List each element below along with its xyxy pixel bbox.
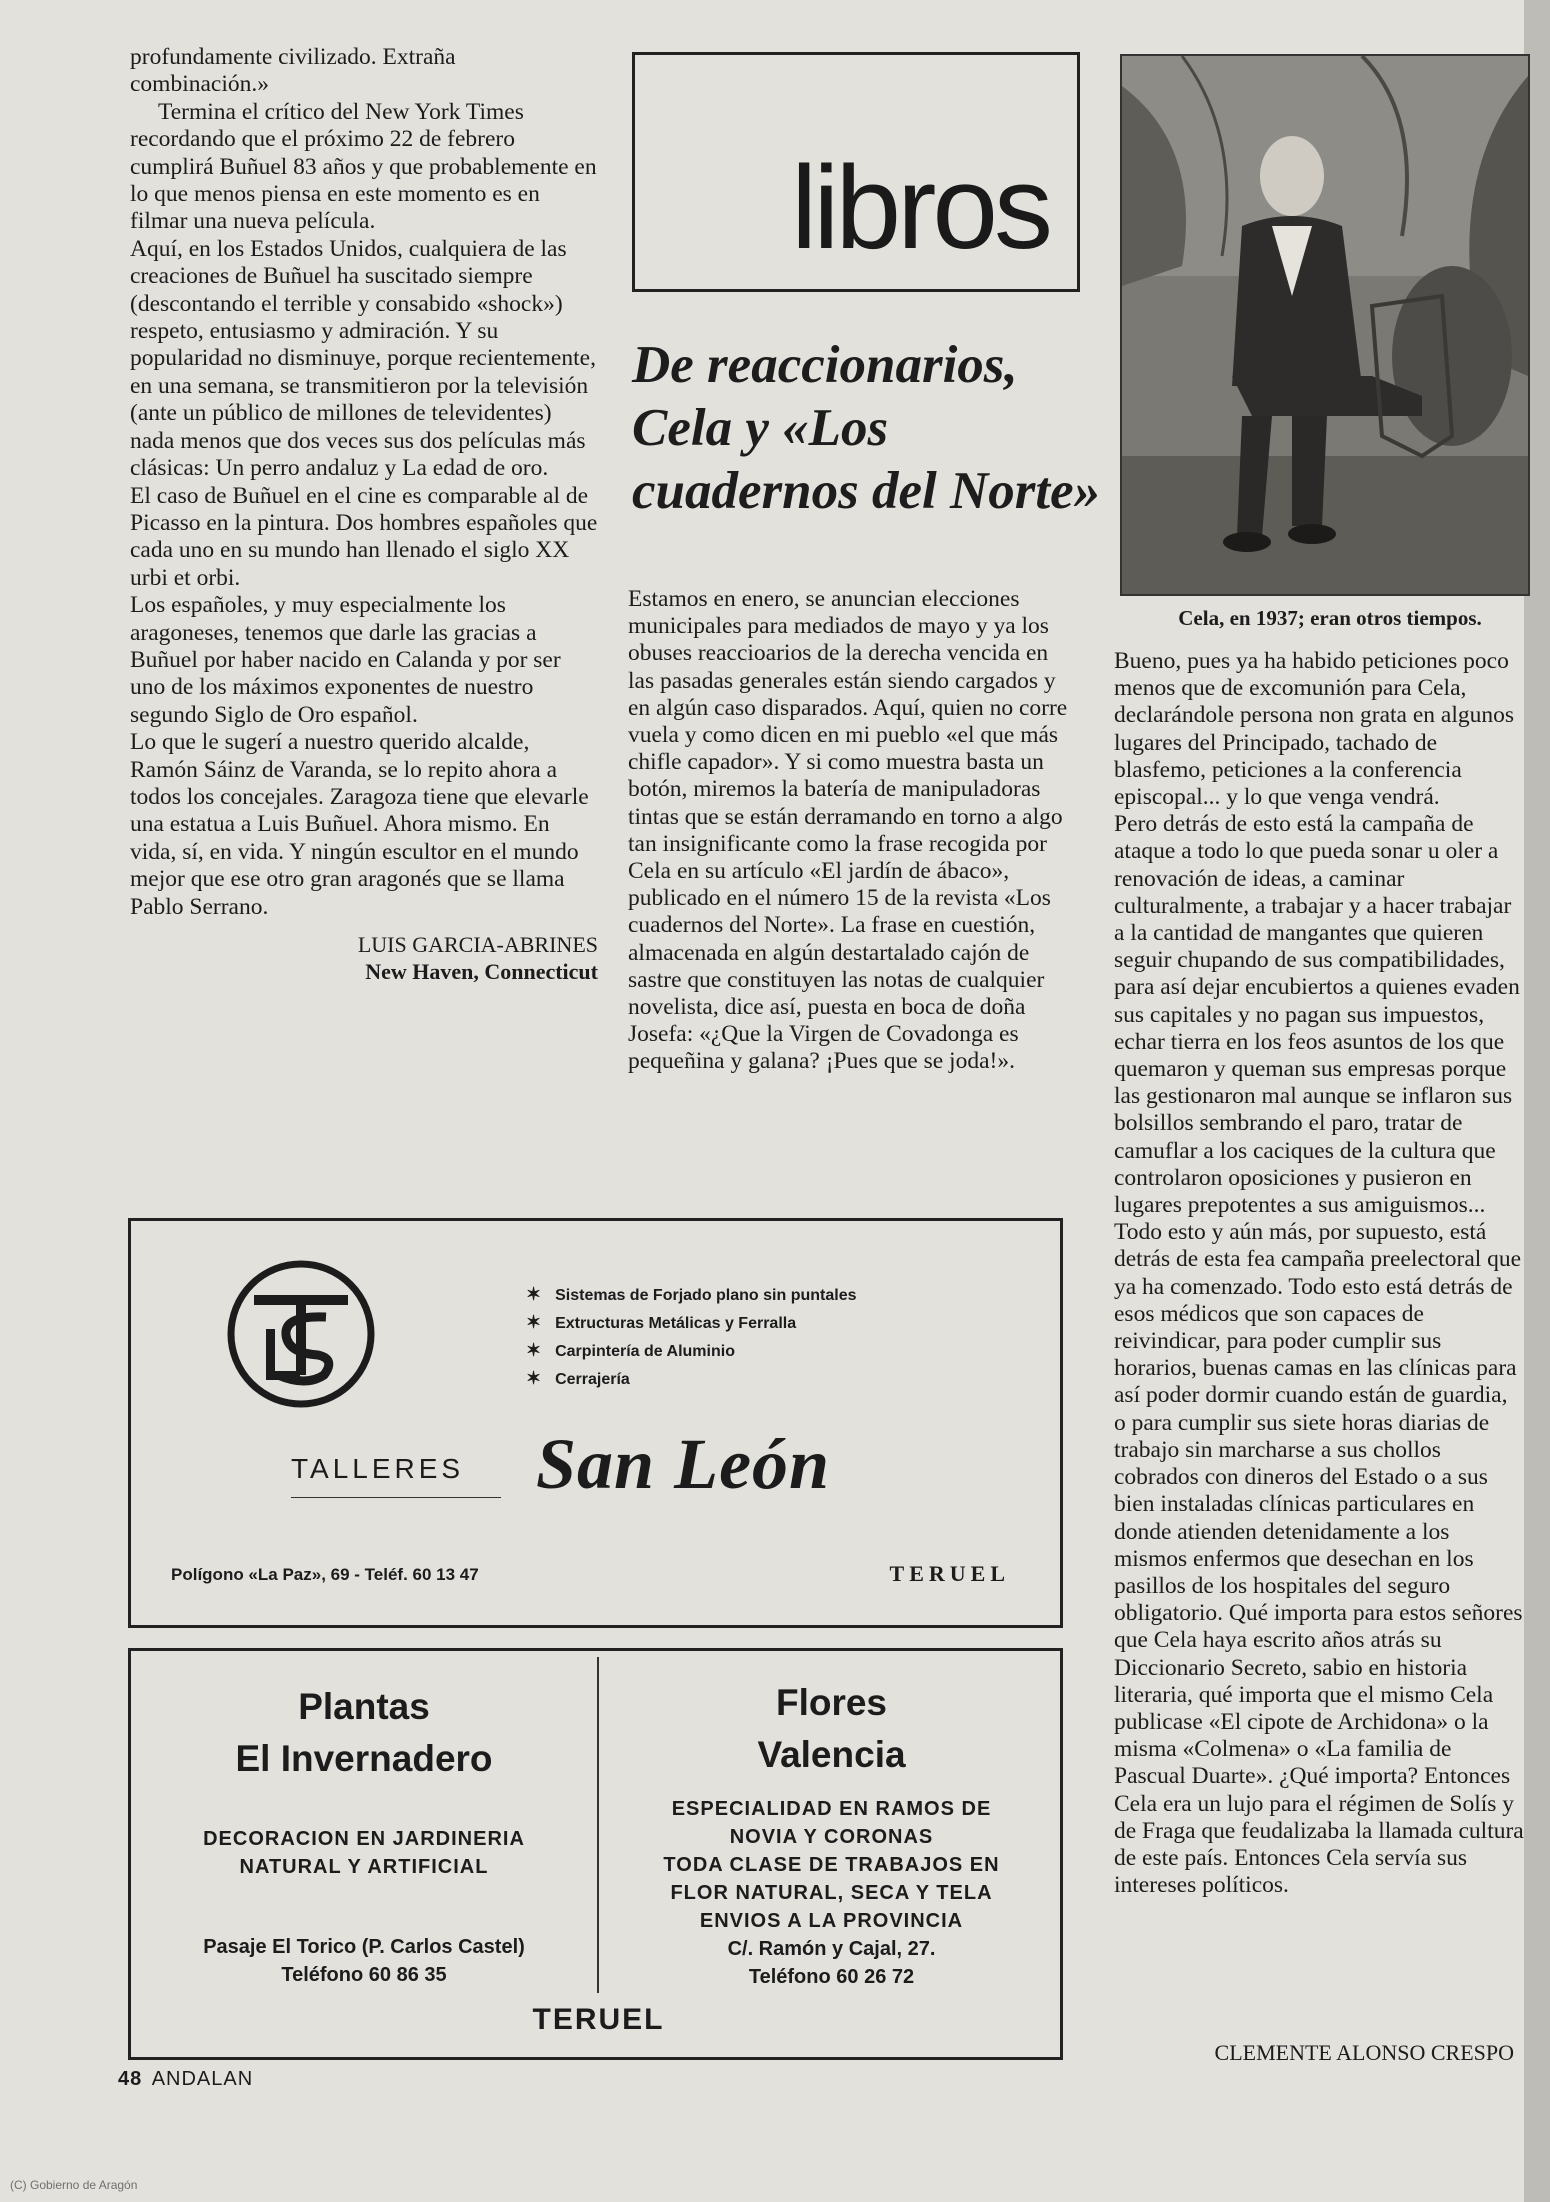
left-column-article (130, 44, 598, 985)
section-label-box (632, 52, 1080, 292)
talleres-word: TALLERES (291, 1453, 465, 1484)
paragraph: Bueno, pues ya ha habido peticiones poco menos que de excomunión para Cela, declarándole persona non grata en algunos lugares del Principado, tachado de blasfemo, peticiones a la conferencia episcopal... y lo que venga vendrá. (1114, 648, 1514, 811)
subtitle-line: ESPECIALIDAD EN RAMOS DE (671, 1798, 992, 1820)
paragraph: Estamos en enero, se anuncian elecciones municipales para mediados de mayo y ya los obuses reaccioarios de la derecha vencida en las pasadas generales están siendo cargados y en algún caso disparados. Aquí, quien no corre vuela y como dicen en mi pueblo «el que más chifle capador». Y si como muestra basta un botón, miremos la batería de manipuladoras tintas que se están derramando en torno a algo tan insignificante como la frase recogida por Cela en su artículo «El jardín de ábaco», publicado en el número 15 de la revista «Los cuadernos del Norte». La frase en cuestión, almacenada en algún destartalado cajón de sastre que constituyen las notas de cualquier novelista, dice así, puesta en boca de doña Josefa: «¿Que la Virgen de Covadonga es pequeñina y galana? ¡Pues que se joda!». (628, 586, 1068, 1075)
plantas-title (131, 1681, 597, 1785)
copyright-notice: (C) Gobierno de Aragón (10, 2178, 138, 2192)
middle-column-article (628, 586, 1068, 1076)
magazine-name: ANDALAN (151, 2068, 254, 2090)
paragraph: Termina el crítico del New York Times recordando que el próximo 22 de febrero cumplirá Buñuel 83 años y que probablemente en lo que menos piensa en este momento es en filmar una nueva película. (130, 98, 597, 235)
flores-title (597, 1677, 1066, 1781)
paragraph: Pero detrás de esto está la campaña de ataque a todo lo que pueda sonar u oler a renovación de ideas, a caminar culturalmente, a trabajar y a hacer trabajar a la cantidad de mangantes que quieren seguir chupando de sus compatibilidades, para así dejar encubiertos a quienes evaden sus capitales y no pagan sus impuestos, echar tierra en los feos asuntos de los que quemaron y queman sus empresas porque las gestionaron mal aunque se inflaron sus bolsillos sembrando el paro, tratar de camuflar a los caciques de la cultura que controlaron oposiciones y pusieron en lugares prepotentes a sus amiguismos... Todo esto y aún más, por supuesto, está detrás de esta fea campaña preelectoral que ya ha comenzado. Todo esto está detrás de esos médicos que son capaces de reivindicar, para poder cumplir sus horarios, buenas camas en las clínicas para así poder dormir cuando están de guardia, o para cumplir sus siete horas diarias de trabajo sin marcharse a sus chollos cobrados con dineros del Estado o a sus bien instaladas clínicas particulares en donde atienden detenidamente a los mismos enfermos que desechan en los pasillos de los hospitales del seguro obligatorio. Qué importa para estos señores que Cela haya escrito años atrás su Diccionario Secreto, sabio en historia literaria, qué importa que el mismo Cela publicase «El cipote de Archidona» o la misma «Colmena» o «La familia de Pascual Duarte». ¿Qué importa? Entonces Cela era un lujo para el régimen de Solís y de Fraga que feudalizaba la llamada cultura de este país. Entonces Cela servía sus intereses políticos. (1114, 811, 1524, 1899)
page-number: 48 (118, 2068, 143, 2090)
contact-phone: Teléfono 60 86 35 (281, 1964, 447, 1986)
subtitle-line: FLOR NATURAL, SECA Y TELA (670, 1882, 993, 1904)
contact-address: Pasaje El Torico (P. Carlos Castel) (203, 1936, 525, 1958)
ad-address: Polígono «La Paz», 69 - Teléf. 60 13 47 (171, 1565, 479, 1584)
article-signature (130, 931, 598, 985)
service-item: ✶ Cerrajería (526, 1365, 857, 1393)
author-name: LUIS GARCIA-ABRINES (357, 932, 598, 957)
business-name: San León (536, 1424, 831, 1504)
cela-photo (1120, 54, 1530, 596)
service-item: ✶ Carpintería de Aluminio (526, 1337, 857, 1365)
subtitle-line: DECORACION EN JARDINERIA (203, 1828, 525, 1850)
title-line: Flores (775, 1682, 888, 1723)
talleres-advertisement (128, 1218, 1063, 1628)
subtitle-line: TODA CLASE DE TRABAJOS EN (663, 1854, 1000, 1876)
subtitle-line: NATURAL Y ARTIFICIAL (239, 1856, 489, 1878)
service-item: ✶ Extructuras Metálicas y Ferralla (526, 1309, 857, 1337)
plantas-contact (131, 1933, 597, 1989)
title-line: Plantas (298, 1686, 430, 1727)
paragraph: profundamente civilizado. Extraña combinación.» (130, 44, 456, 98)
ads-city: TERUEL (532, 2003, 665, 2036)
contact-phone: Teléfono 60 26 72 (748, 1966, 915, 1988)
divider (291, 1497, 501, 1498)
ad-city: TERUEL (889, 1561, 1010, 1586)
subtitle-line: ENVIOS A LA PROVINCIA (699, 1910, 964, 1932)
subtitle-line: NOVIA Y CORONAS (729, 1826, 934, 1848)
paragraph: Los españoles, y muy especialmente los aragoneses, tenemos que darle las gracias a Buñuel por haber nacido en Calanda y por ser uno de los máximos exponentes de nuestro segundo Siglo de Oro español. (130, 592, 561, 728)
section-label: libros (791, 142, 1049, 274)
paragraph: El caso de Buñuel en el cine es comparable al de Picasso en la pintura. Dos hombres españoles que cada uno en su mundo han llenado el siglo XX urbi et orbi. (130, 482, 598, 591)
article-headline: De reaccionarios, Cela y «Los cuadernos del Norte» (632, 336, 1101, 520)
right-column-article (1114, 648, 1524, 1899)
author-location: New Haven, Connecticut (365, 959, 598, 984)
service-item: ✶ Sistemas de Forjado plano sin puntales (526, 1281, 857, 1309)
photo-illustration (1122, 56, 1528, 594)
article-signature-right: CLEMENTE ALONSO CRESPO (1214, 2040, 1514, 2065)
contact-address: C/. Ramón y Cajal, 27. (727, 1938, 936, 1960)
photo-caption: Cela, en 1937; eran otros tiempos. (1178, 606, 1482, 630)
flores-subtitle (597, 1795, 1066, 1935)
plants-flowers-advertisement (128, 1648, 1063, 2060)
plantas-subtitle (131, 1825, 597, 1881)
page-footer (118, 2068, 253, 2091)
title-line: El Invernadero (235, 1738, 493, 1779)
services-list (526, 1281, 857, 1393)
paragraph: Aquí, en los Estados Unidos, cualquiera de las creaciones de Buñuel ha suscitado siempre (descontando el terrible y consabido «shock») respeto, entusiasmo y admiración. Y su popularidad no disminuye, porque recientemente, en una semana, se transmitieron por la televisión (ante un público de millones de televidentes) nada menos que dos veces sus dos películas más clásicas: Un perro andaluz y La edad de oro. (130, 235, 596, 482)
flores-contact (597, 1935, 1066, 1991)
title-line: Valencia (757, 1734, 906, 1775)
talleres-logo-icon (226, 1259, 376, 1409)
paragraph: Lo que le sugerí a nuestro querido alcalde, Ramón Sáinz de Varanda, se lo repito ahora a todos los concejales. Zaragoza tiene que elevarle una estatua a Luis Buñuel. Ahora mismo. En vida, sí, en vida. Y ningún escultor en el mundo mejor que ese otro gran aragonés que se llama Pablo Serrano. (130, 729, 589, 920)
